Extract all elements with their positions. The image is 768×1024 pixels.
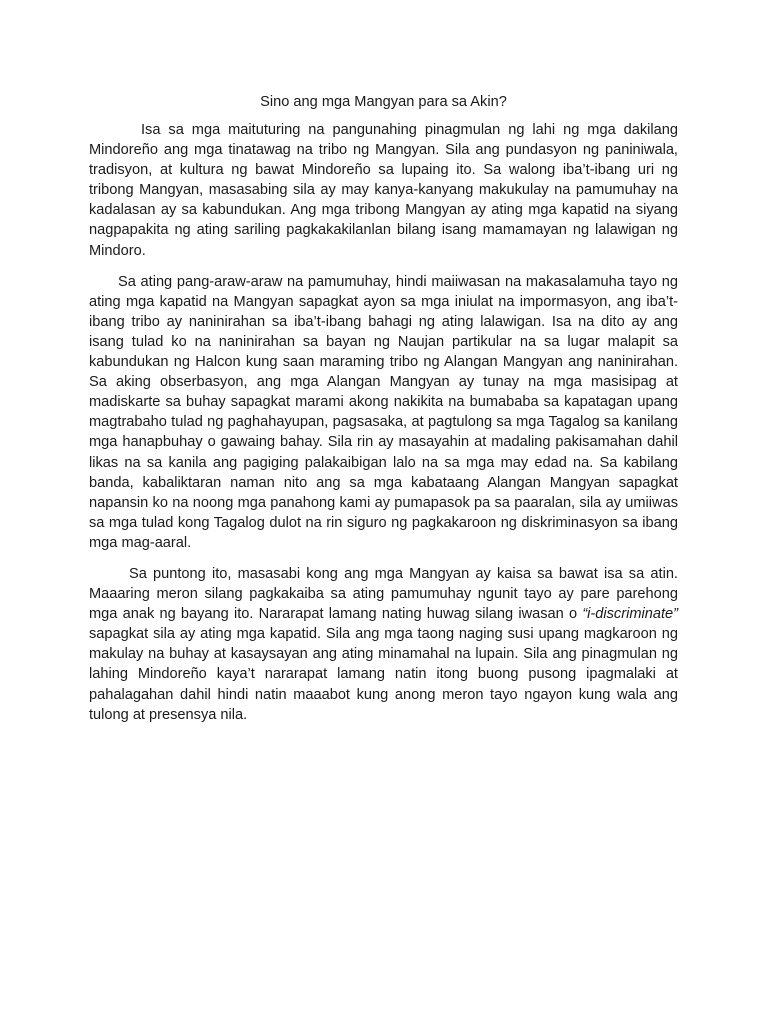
paragraph-3-emphasis: “i-discriminate” — [582, 606, 678, 623]
paragraph-3-text-end: sapagkat sila ay ating mga kapatid. Sila ang mga taong naging susi upang magkaroon ng makulay na buhay at kasaysayan ang ating minamahal na lupain. Sila ang pinagmulan ng lahing Mindoreño kaya’t nararapat lamang natin itong buong pusong ipagmalaki at pahalagahan dahil hindi natin maaabot kung anong meron tayo ngayon kung wala ang tulong at presensya nila. — [89, 626, 678, 723]
paragraph-2: Sa ating pang-araw-araw na pamumuhay, hindi maiiwasan na makasalamuha tayo ng ating mga kapatid na Mangyan sapagkat ayon sa mga iniulat na impormasyon, ang iba’t-ibang tribo ay naninirahan sa iba’t-ibang bahagi ng ating lalawigan. Isa na dito ay ang isang tulad ko na naninirahan sa bayan ng Naujan partikular na sa lugar malapit sa kabundukan ng Halcon kung saan maraming tribo ng Alangan Mangyan ang naninirahan. Sa aking obserbasyon, ang mga Alangan Mangyan ay tunay na mga masisipag at madiskarte sa buhay sapagkat marami akong nakikita na bumababa sa kapatagan upang magtrabaho tulad ng paghahayupan, pagsasaka, at pagtulong sa mga Tagalog sa kanilang mga hanapbuhay o gawaing bahay. Sila rin ay masayahin at madaling pakisamahan dahil likas na sa kanila ang pagiging palakaibigan lalo na sa mga may edad na. Sa kabilang banda, kabaliktaran naman nito ang sa mga kabataang Alangan Mangyan sapagkat napansin ko na noong mga panahong kami ay pumapasok pa sa paaralan, sila ay umiiwas sa mga tulad kong Tagalog dulot na rin siguro ng pagkakaroon ng diskriminasyon sa ibang mga mag-aaral. — [89, 273, 678, 551]
document-page — [89, 92, 678, 736]
paragraph-3 — [89, 564, 678, 725]
document-title: Sino ang mga Mangyan para sa Akin? — [260, 94, 507, 110]
paragraph-3-text-start: Sa puntong ito, masasabi kong ang mga Mangyan ay kaisa sa bawat isa sa atin. Maaaring meron silang pagkakaiba sa ating pamumuhay ngunit tayo ay pare parehong mga anak ng bayang ito. Nararapat lamang nating huwag silang iwasan o — [89, 565, 678, 623]
paragraph-1: Isa sa mga maituturing na pangunahing pinagmulan ng lahi ng mga dakilang Mindoreño ang mga tinatawag na tribo ng Mangyan. Sila ang pundasyon ng paniniwala, tradisyon, at kultura ng bawat Mindoreño sa lupaing ito. Sa walong iba’t-ibang uri ng tribong Mangyan, masasabing sila ay may kanya-kanyang makukulay na pamumuhay na kadalasan ay sa kabundukan. Ang mga tribong Mangyan ay ating mga kapatid na siyang nagpapakita ng ating sariling pagkakakilanlan bilang isang mamamayan ng lalawigan ng Mindoro. — [89, 122, 678, 259]
